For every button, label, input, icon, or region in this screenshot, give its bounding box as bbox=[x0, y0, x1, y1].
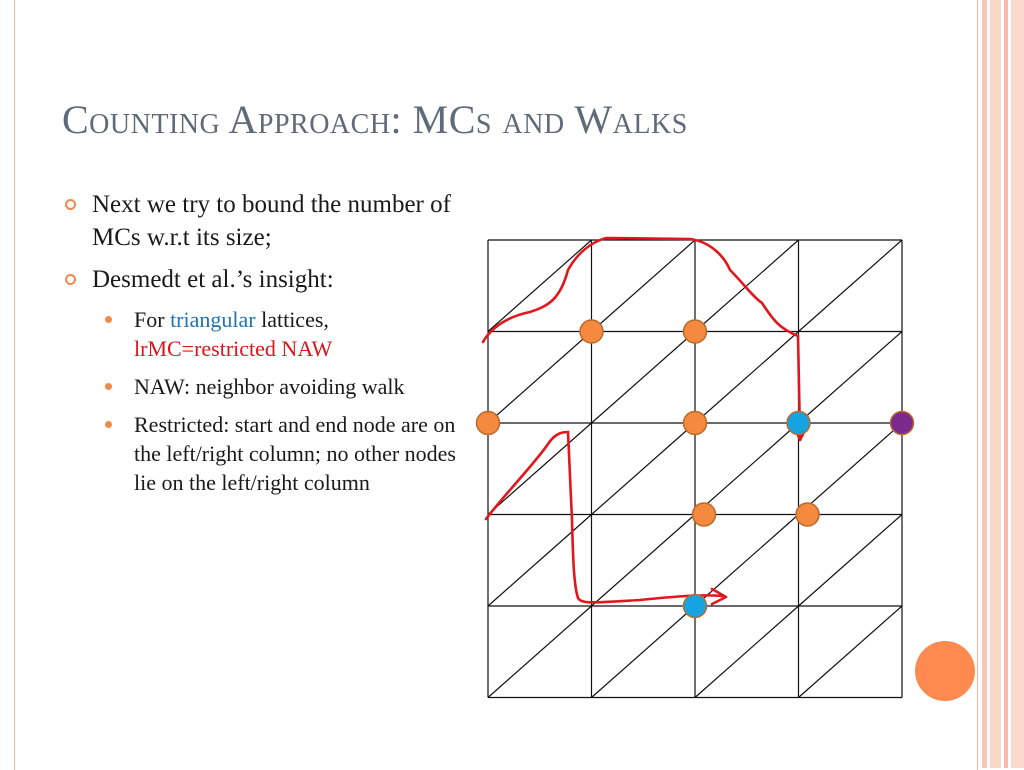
subbullet-text: NAW: neighbor avoiding walk bbox=[134, 374, 405, 399]
grid-diagonal-line bbox=[592, 332, 696, 424]
subbullet-prefix: For bbox=[134, 307, 171, 332]
grid-diagonal-line bbox=[488, 423, 592, 515]
lattice-node-orange bbox=[684, 412, 707, 435]
grid-diagonal-line bbox=[799, 606, 903, 698]
grid-diagonal-line bbox=[799, 515, 903, 607]
highlight-triangular: triangular bbox=[170, 307, 256, 332]
grid-diagonal-line bbox=[592, 606, 696, 698]
grid-diagonal-line bbox=[488, 606, 592, 698]
grid-diagonal-line bbox=[695, 515, 799, 607]
grid-diagonal-line bbox=[695, 606, 799, 698]
lattice-node-purple bbox=[891, 412, 914, 435]
lattice-node-blue bbox=[787, 412, 810, 435]
grid-diagonal-line bbox=[799, 332, 903, 424]
grid-diagonal-line bbox=[799, 423, 903, 515]
grid-diagonal-line bbox=[592, 240, 696, 332]
grid-diagonal-line bbox=[592, 423, 696, 515]
subbullet-text: Restricted: start and end node are on the left/right column; no other nodes lie on the left/right column bbox=[134, 412, 456, 495]
grid-diagonal-line bbox=[488, 332, 592, 424]
grid-diagonal-line bbox=[695, 423, 799, 515]
slide-title: Counting Approach: MCs and Walks bbox=[62, 97, 688, 142]
lattice-node-blue bbox=[684, 595, 707, 618]
grid-diagonal-line bbox=[799, 240, 903, 332]
grid-diagonal-line bbox=[592, 515, 696, 607]
lattice-node-orange bbox=[796, 503, 819, 526]
decorative-orange-circle bbox=[915, 641, 975, 701]
bullet-text: Desmedt et al.’s insight: bbox=[92, 266, 334, 293]
grid-diagonal-line bbox=[695, 240, 799, 332]
highlight-lrmc: lrMC=restricted NAW bbox=[134, 336, 333, 361]
lattice-grid bbox=[488, 240, 902, 698]
subbullet-middle: lattices, bbox=[255, 307, 329, 332]
walk-path-top bbox=[483, 238, 800, 436]
grid-diagonal-line bbox=[695, 332, 799, 424]
lattice-node-orange bbox=[693, 503, 716, 526]
grid-diagonal-line bbox=[488, 240, 592, 332]
lattice-node-orange bbox=[477, 412, 500, 435]
lattice-node-orange bbox=[684, 320, 707, 343]
bullet-text: Next we try to bound the number of MCs w.r.t its size; bbox=[92, 191, 451, 251]
lattice-node-orange bbox=[580, 320, 603, 343]
